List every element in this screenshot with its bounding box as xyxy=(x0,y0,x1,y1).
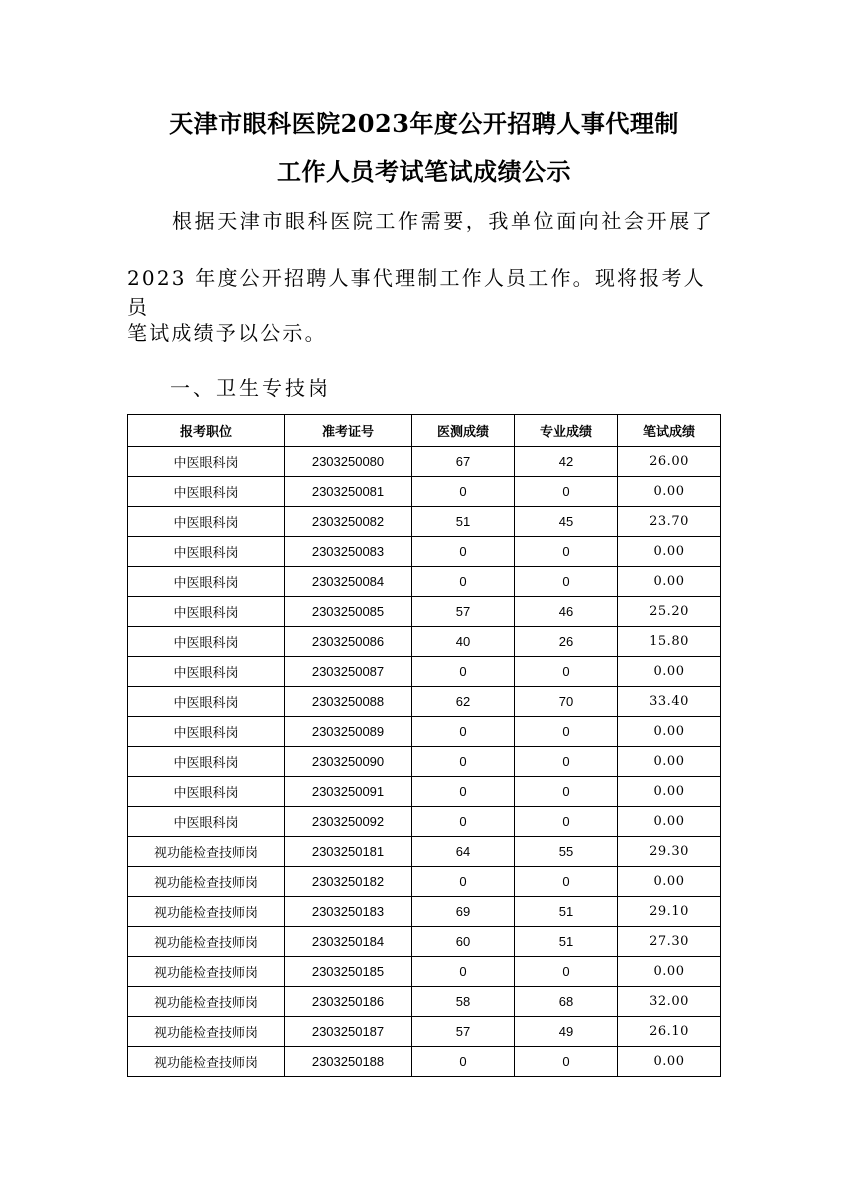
page-subtitle: 工作人员考试笔试成绩公示 xyxy=(277,157,571,186)
header-exam-number: 准考证号 xyxy=(285,415,412,447)
cell-exam-number: 2303250183 xyxy=(285,897,412,927)
scores-table xyxy=(127,414,721,1077)
cell-professional-score: 0 xyxy=(515,867,618,897)
table-row xyxy=(128,1017,721,1047)
cell-position: 视功能检查技师岗 xyxy=(128,837,285,867)
cell-aptitude-score: 51 xyxy=(412,507,515,537)
cell-professional-score: 0 xyxy=(515,537,618,567)
cell-aptitude-score: 40 xyxy=(412,627,515,657)
cell-professional-score: 70 xyxy=(515,687,618,717)
cell-written-score: 27.30 xyxy=(618,927,721,957)
cell-position: 中医眼科岗 xyxy=(128,537,285,567)
cell-aptitude-score: 57 xyxy=(412,597,515,627)
cell-exam-number: 2303250187 xyxy=(285,1017,412,1047)
table-row xyxy=(128,777,721,807)
table-row xyxy=(128,807,721,837)
cell-aptitude-score: 0 xyxy=(412,1047,515,1077)
table-row xyxy=(128,987,721,1017)
cell-position: 视功能检查技师岗 xyxy=(128,1017,285,1047)
table-row xyxy=(128,507,721,537)
cell-position: 中医眼科岗 xyxy=(128,597,285,627)
header-written-score: 笔试成绩 xyxy=(618,415,721,447)
cell-professional-score: 0 xyxy=(515,717,618,747)
cell-professional-score: 0 xyxy=(515,807,618,837)
header-professional-score: 专业成绩 xyxy=(515,415,618,447)
cell-aptitude-score: 60 xyxy=(412,927,515,957)
table-row xyxy=(128,867,721,897)
cell-exam-number: 2303250185 xyxy=(285,957,412,987)
table-row xyxy=(128,717,721,747)
cell-aptitude-score: 0 xyxy=(412,807,515,837)
cell-professional-score: 0 xyxy=(515,1047,618,1077)
cell-professional-score: 0 xyxy=(515,957,618,987)
cell-professional-score: 0 xyxy=(515,657,618,687)
cell-aptitude-score: 0 xyxy=(412,537,515,567)
cell-written-score: 0.00 xyxy=(618,1047,721,1077)
cell-professional-score: 55 xyxy=(515,837,618,867)
section-heading: 一、卫生专技岗 xyxy=(170,376,331,400)
table-row xyxy=(128,687,721,717)
cell-exam-number: 2303250182 xyxy=(285,867,412,897)
cell-written-score: 15.80 xyxy=(618,627,721,657)
cell-position: 中医眼科岗 xyxy=(128,627,285,657)
cell-aptitude-score: 0 xyxy=(412,747,515,777)
cell-written-score: 0.00 xyxy=(618,477,721,507)
table-row xyxy=(128,597,721,627)
cell-exam-number: 2303250085 xyxy=(285,597,412,627)
cell-professional-score: 0 xyxy=(515,747,618,777)
table-row xyxy=(128,747,721,777)
cell-professional-score: 26 xyxy=(515,627,618,657)
cell-position: 视功能检查技师岗 xyxy=(128,987,285,1017)
cell-aptitude-score: 69 xyxy=(412,897,515,927)
cell-exam-number: 2303250188 xyxy=(285,1047,412,1077)
table-row xyxy=(128,1047,721,1077)
cell-position: 视功能检查技师岗 xyxy=(128,957,285,987)
cell-exam-number: 2303250089 xyxy=(285,717,412,747)
intro-paragraph-line-1: 根据天津市眼科医院工作需要，我单位面向社会开展了 xyxy=(172,209,715,233)
cell-exam-number: 2303250081 xyxy=(285,477,412,507)
cell-position: 视功能检查技师岗 xyxy=(128,897,285,927)
cell-written-score: 0.00 xyxy=(618,867,721,897)
cell-aptitude-score: 64 xyxy=(412,837,515,867)
cell-exam-number: 2303250088 xyxy=(285,687,412,717)
cell-written-score: 0.00 xyxy=(618,747,721,777)
cell-written-score: 33.40 xyxy=(618,687,721,717)
cell-aptitude-score: 62 xyxy=(412,687,515,717)
cell-position: 视功能检查技师岗 xyxy=(128,1047,285,1077)
cell-position: 中医眼科岗 xyxy=(128,687,285,717)
cell-written-score: 29.30 xyxy=(618,837,721,867)
table-row xyxy=(128,477,721,507)
header-aptitude-score: 医测成绩 xyxy=(412,415,515,447)
cell-position: 中医眼科岗 xyxy=(128,567,285,597)
cell-position: 中医眼科岗 xyxy=(128,657,285,687)
cell-written-score: 0.00 xyxy=(618,807,721,837)
cell-aptitude-score: 0 xyxy=(412,957,515,987)
cell-exam-number: 2303250181 xyxy=(285,837,412,867)
cell-position: 中医眼科岗 xyxy=(128,447,285,477)
cell-position: 中医眼科岗 xyxy=(128,777,285,807)
intro-paragraph-line-3: 笔试成绩予以公示。 xyxy=(127,321,327,345)
cell-position: 中医眼科岗 xyxy=(128,507,285,537)
intro-paragraph-line-2: 2023 年度公开招聘人事代理制工作人员工作。现将报考人员 xyxy=(127,266,706,319)
cell-exam-number: 2303250184 xyxy=(285,927,412,957)
cell-professional-score: 49 xyxy=(515,1017,618,1047)
cell-aptitude-score: 0 xyxy=(412,867,515,897)
cell-written-score: 0.00 xyxy=(618,567,721,597)
cell-written-score: 0.00 xyxy=(618,537,721,567)
table-header-row xyxy=(128,415,721,447)
cell-exam-number: 2303250084 xyxy=(285,567,412,597)
cell-professional-score: 0 xyxy=(515,477,618,507)
header-position: 报考职位 xyxy=(128,415,285,447)
cell-aptitude-score: 67 xyxy=(412,447,515,477)
cell-professional-score: 45 xyxy=(515,507,618,537)
cell-position: 中医眼科岗 xyxy=(128,747,285,777)
cell-written-score: 29.10 xyxy=(618,897,721,927)
table-row xyxy=(128,537,721,567)
cell-exam-number: 2303250090 xyxy=(285,747,412,777)
cell-exam-number: 2303250092 xyxy=(285,807,412,837)
table-row xyxy=(128,657,721,687)
cell-exam-number: 2303250082 xyxy=(285,507,412,537)
cell-aptitude-score: 0 xyxy=(412,777,515,807)
cell-aptitude-score: 57 xyxy=(412,1017,515,1047)
cell-aptitude-score: 58 xyxy=(412,987,515,1017)
cell-written-score: 0.00 xyxy=(618,957,721,987)
cell-exam-number: 2303250086 xyxy=(285,627,412,657)
cell-exam-number: 2303250186 xyxy=(285,987,412,1017)
table-row xyxy=(128,957,721,987)
cell-professional-score: 68 xyxy=(515,987,618,1017)
table-row xyxy=(128,837,721,867)
cell-professional-score: 0 xyxy=(515,567,618,597)
cell-aptitude-score: 0 xyxy=(412,567,515,597)
table-row xyxy=(128,567,721,597)
table-body xyxy=(128,447,721,1077)
cell-exam-number: 2303250083 xyxy=(285,537,412,567)
cell-written-score: 0.00 xyxy=(618,777,721,807)
cell-written-score: 32.00 xyxy=(618,987,721,1017)
cell-professional-score: 42 xyxy=(515,447,618,477)
cell-written-score: 0.00 xyxy=(618,717,721,747)
cell-exam-number: 2303250091 xyxy=(285,777,412,807)
cell-professional-score: 46 xyxy=(515,597,618,627)
cell-written-score: 0.00 xyxy=(618,657,721,687)
cell-position: 视功能检查技师岗 xyxy=(128,927,285,957)
cell-exam-number: 2303250080 xyxy=(285,447,412,477)
cell-position: 视功能检查技师岗 xyxy=(128,867,285,897)
cell-professional-score: 0 xyxy=(515,777,618,807)
cell-professional-score: 51 xyxy=(515,897,618,927)
table-row xyxy=(128,627,721,657)
cell-written-score: 23.70 xyxy=(618,507,721,537)
cell-written-score: 26.00 xyxy=(618,447,721,477)
cell-aptitude-score: 0 xyxy=(412,717,515,747)
cell-written-score: 26.10 xyxy=(618,1017,721,1047)
cell-written-score: 25.20 xyxy=(618,597,721,627)
cell-exam-number: 2303250087 xyxy=(285,657,412,687)
table-row xyxy=(128,447,721,477)
table-row xyxy=(128,897,721,927)
cell-position: 中医眼科岗 xyxy=(128,477,285,507)
cell-position: 中医眼科岗 xyxy=(128,717,285,747)
cell-professional-score: 51 xyxy=(515,927,618,957)
page-title: 天津市眼科医院2023年度公开招聘人事代理制 xyxy=(169,109,679,138)
cell-aptitude-score: 0 xyxy=(412,657,515,687)
cell-position: 中医眼科岗 xyxy=(128,807,285,837)
cell-aptitude-score: 0 xyxy=(412,477,515,507)
table-row xyxy=(128,927,721,957)
